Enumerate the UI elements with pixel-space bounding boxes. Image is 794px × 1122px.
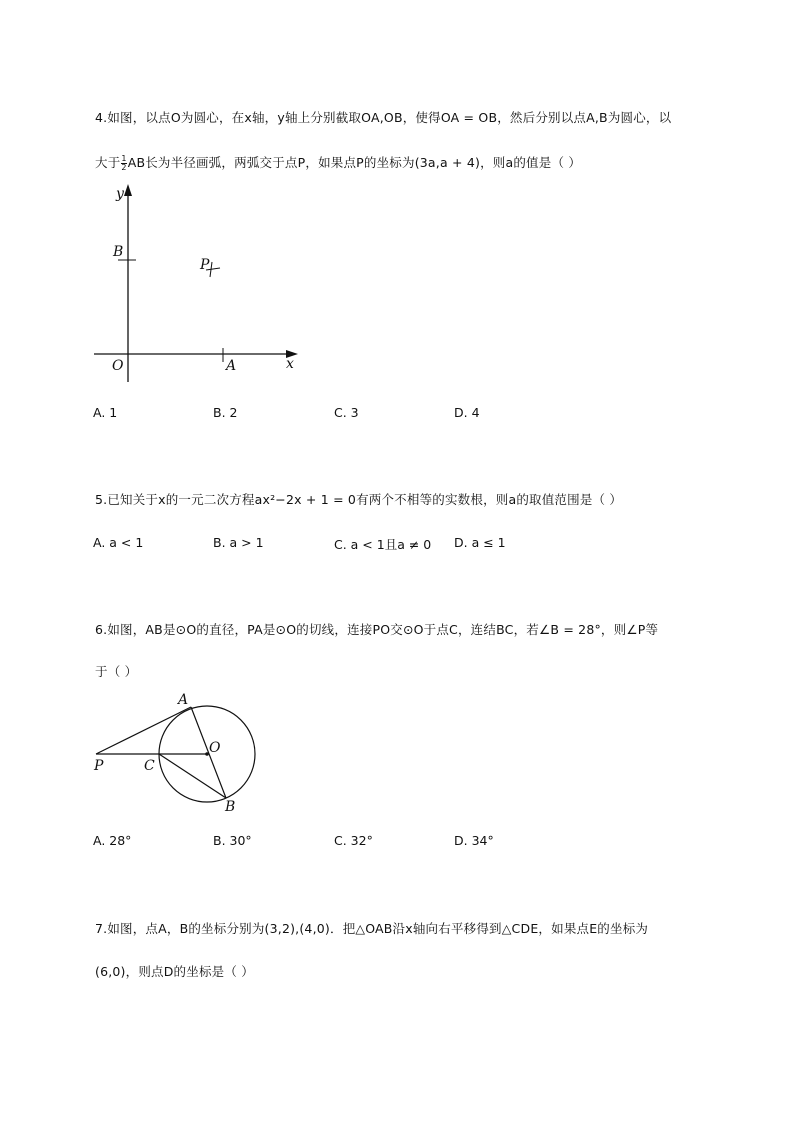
q4-text-pre: 大于: [95, 155, 121, 170]
label-p: P: [94, 758, 104, 774]
label-c: C: [144, 758, 155, 774]
label-a: A: [178, 692, 189, 708]
q5-option-c: C. a < 1且a ≠ 0: [334, 537, 432, 552]
q6-option-a: A. 28°: [93, 833, 132, 848]
segment-cb: [159, 754, 226, 798]
q4-coordinate-figure: [88, 182, 308, 382]
q4-text-line2: [95, 153, 581, 172]
label-y: y: [116, 186, 124, 202]
segment-pa: [96, 707, 191, 754]
label-p: P: [200, 257, 210, 273]
q6-circle-figure: [88, 690, 268, 820]
q6-text-line1: 6.如图，AB是⊙O的直径，PA是⊙O的切线，连接PO交⊙O于点C，连结BC，若∠B = 28°，则∠P等: [95, 622, 659, 637]
q5-option-b: B. a > 1: [213, 535, 264, 550]
q6-option-d: D. 34°: [454, 833, 494, 848]
q4-text-line1: 4.如图，以点O为圆心，在x轴，y轴上分别截取OA,OB，使得OA = OB，然后分别以点A,B为圆心，以: [95, 110, 672, 125]
q5-option-d: D. a ≤ 1: [454, 535, 506, 550]
label-a: A: [226, 358, 237, 374]
label-o: O: [112, 358, 124, 374]
y-axis-arrow: [124, 184, 132, 196]
fraction-one-half: $\frac{1}{2}$: [121, 154, 127, 172]
label-b: B: [225, 799, 236, 815]
q5-text-line1: 5.已知关于x的一元二次方程ax²−2x + 1 = 0有两个不相等的实数根，则a的取值范围是（ ）: [95, 492, 623, 507]
label-b: B: [113, 244, 124, 260]
q4-option-a: A. 1: [93, 405, 118, 420]
q7-text-line1: 7.如图，点A，B的坐标分别为(3,2),(4,0)．把△OAB沿x轴向右平移得到△CDE，如果点E的坐标为: [95, 921, 649, 936]
q6-option-c: C. 32°: [334, 833, 373, 848]
q4-option-c: C. 3: [334, 405, 359, 420]
q7-text-line2: (6,0)，则点D的坐标是（ ）: [95, 964, 254, 979]
q5-option-a: A. a < 1: [93, 535, 144, 550]
q4-option-b: B. 2: [213, 405, 238, 420]
label-x: x: [286, 356, 294, 372]
q4-option-d: D. 4: [454, 405, 480, 420]
q6-option-b: B. 30°: [213, 833, 252, 848]
label-o: O: [209, 740, 221, 756]
q4-text-post: AB长为半径画弧，两弧交于点P，如果点P的坐标为(3a,a + 4)，则a的值是（ ）: [127, 155, 582, 170]
q6-text-line2: 于（ ）: [95, 664, 138, 679]
